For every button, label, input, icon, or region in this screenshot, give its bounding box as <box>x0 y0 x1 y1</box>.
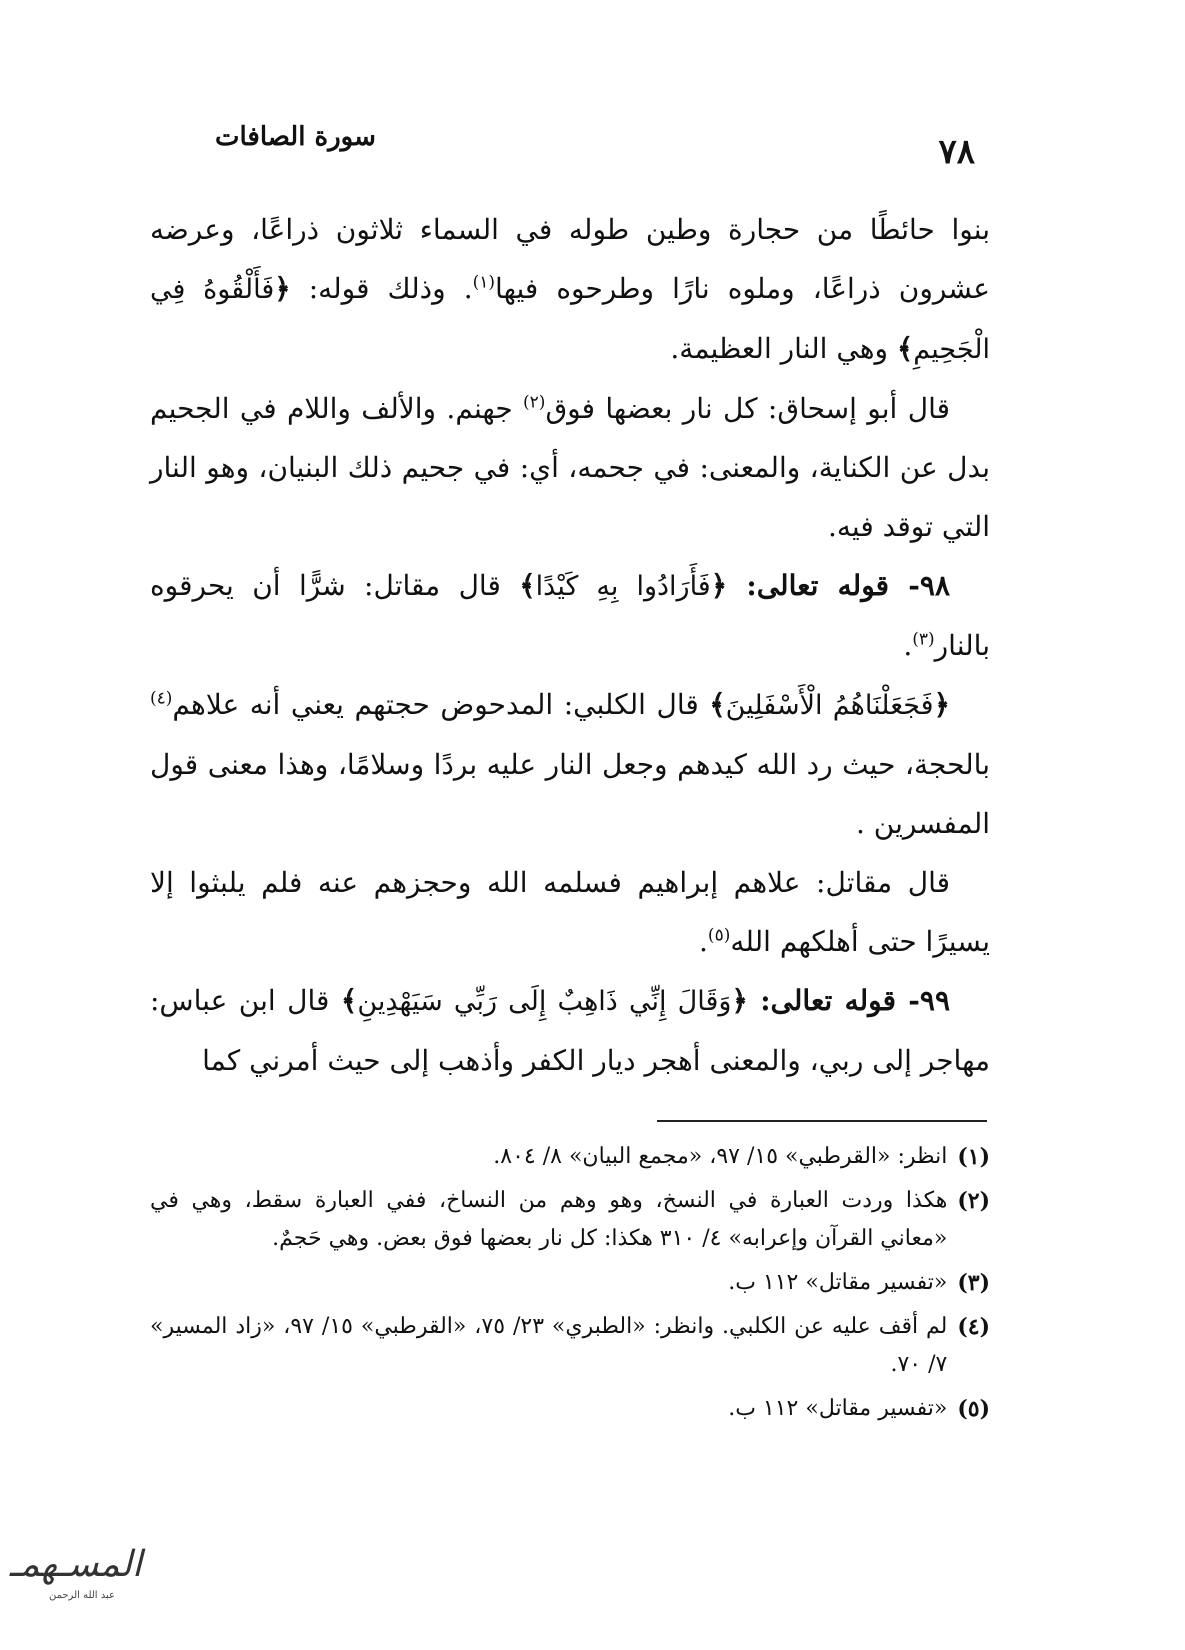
text-segment: . <box>699 925 708 958</box>
footnote-ref-5: (٥) <box>707 925 731 946</box>
footnote-number: (٢) <box>957 1188 990 1214</box>
footnote-ref-2: (٢) <box>523 392 546 413</box>
footnote <box>150 1390 990 1428</box>
footnote-number: (٥) <box>957 1396 990 1422</box>
footnote-ref-4: (٤) <box>150 688 173 709</box>
running-title: سورة الصافات <box>215 122 376 152</box>
text-segment: قال أبو إسحاق: كل نار بعضها فوق <box>545 392 950 425</box>
quran-verse: وَقَالَ إِنِّي ذَاهِبٌ إِلَى رَبِّي سَيَهْدِينِ <box>357 986 732 1017</box>
footnote-text: انظر: «القرطبي» ١٥/ ٩٧، «مجمع البيان» ٨/ ٨٠٤. <box>493 1144 948 1169</box>
quran-brace-close: ﴾ <box>519 569 536 602</box>
text-segment: بنوا حائطًا من حجارة وطين طوله في السماء ثلاثون ذراعًا، وعرضه عشرون ذراعًا، وملوه نارًا وطرحوه فيها <box>150 213 990 305</box>
footnote <box>150 1308 990 1384</box>
page-header <box>150 110 1035 170</box>
text-segment: . <box>903 629 913 662</box>
page-number: ٧٨ <box>938 132 975 172</box>
stamp-caption: عبد الله الرحمن <box>48 1590 115 1601</box>
footnote-number: (١) <box>957 1144 990 1170</box>
library-stamp <box>9 1544 142 1610</box>
main-text <box>150 200 990 1090</box>
verse-number: ٩٩ <box>919 984 950 1017</box>
footnote-ref-3: (٣) <box>912 629 935 650</box>
text-segment: قال مقاتل: شرًّا أن يحرقوه بالنار <box>150 569 990 662</box>
footnote-text: «تفسير مقاتل» ١١٢ ب. <box>728 1270 948 1295</box>
paragraph-2 <box>150 379 990 556</box>
footnotes <box>150 1138 990 1434</box>
quran-brace-open: ﴿ <box>274 272 291 305</box>
footnote-text: لم أقف عليه عن الكلبي. وانظر: «الطبري» ٢٣/ ٧٥، «القرطبي» ١٥/ ٩٧، «زاد المسير» ٧/ ٧٠. <box>150 1314 948 1377</box>
paragraph-4 <box>150 675 990 853</box>
footnote-text: «تفسير مقاتل» ١١٢ ب. <box>728 1396 948 1421</box>
footnote-text: هكذا وردت العبارة في النسخ، وهو وهم من النساخ، ففي العبارة سقط، وهي في «معاني القرآن وإعرابه» ٤/ ٣١٠ هكذا: كل نار بعضها فوق بعض. وهي حَجمٌ. <box>150 1188 948 1251</box>
quran-verse: فَأَلْقُوهُ فِي الْجَحِيمِ <box>150 274 990 365</box>
verse-lead: - قوله تعالى: <box>727 569 920 602</box>
text-segment: جهنم. والألف واللام في الجحيم بدل عن الكناية، والمعنى: في جحمه، أي: في جحيم ذلك البنيان، وهو النار التي توقد فيه. <box>150 392 990 543</box>
footnote <box>150 1182 990 1258</box>
text-segment: قال مقاتل: علاهم إبراهيم فسلمه الله وحجزهم عنه فلم يلبثوا إلا يسيرًا حتى أهلكهم الله <box>150 866 990 958</box>
verse-lead: - قوله تعالى: <box>747 984 920 1017</box>
stamp-logo-text: المسـهمـ <box>9 1544 142 1585</box>
text-segment: قال ابن عباس: مهاجر إلى ربي، والمعنى أهجر ديار الكفر وأذهب إلى حيث أمرني كما <box>150 984 990 1077</box>
quran-brace-close: ﴾ <box>709 688 726 721</box>
text-segment: قال الكلبي: المدحوض حجتهم يعني أنه علاهم <box>172 688 710 721</box>
footnote <box>150 1264 990 1302</box>
paragraph-5 <box>150 853 990 971</box>
quran-brace-open: ﴿ <box>731 984 748 1017</box>
paragraph-1 <box>150 200 990 379</box>
quran-brace-close: ﴾ <box>896 332 914 365</box>
text-segment: بالحجة، حيث رد الله كيدهم وجعل النار عليه بردًا وسلامًا، وهذا معنى قول المفسرين . <box>150 748 990 840</box>
footnote-ref-1: (١) <box>472 272 496 293</box>
quran-brace-open: ﴿ <box>710 569 728 602</box>
text-segment: وهي النار العظيمة. <box>670 332 897 365</box>
quran-brace-open: ﴿ <box>933 688 950 721</box>
paragraph-6 <box>150 971 990 1090</box>
footnote-number: (٣) <box>957 1270 990 1296</box>
footnote <box>150 1138 990 1176</box>
quran-verse: فَجَعَلْنَاهُمُ الْأَسْفَلِينَ <box>725 690 934 721</box>
footnote-divider <box>657 1120 987 1122</box>
verse-number: ٩٨ <box>919 569 950 602</box>
text-segment: . وذلك قوله: <box>290 272 473 305</box>
quran-verse: فَأَرَادُوا بِهِ كَيْدًا <box>535 571 711 602</box>
paragraph-3 <box>150 556 990 675</box>
footnote-number: (٤) <box>957 1314 990 1340</box>
quran-brace-close: ﴾ <box>340 984 358 1017</box>
